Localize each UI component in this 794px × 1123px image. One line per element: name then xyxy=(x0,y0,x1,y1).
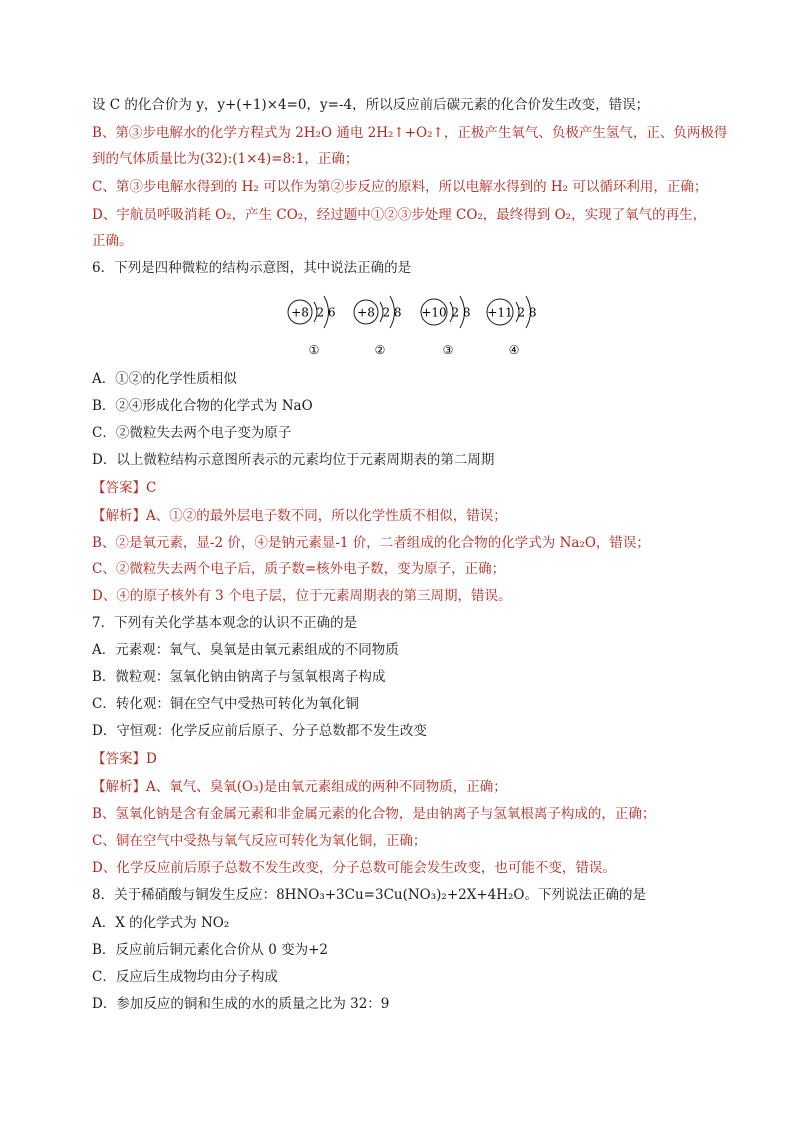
atom-2-shells: 2 8 xyxy=(382,305,402,320)
q6-option-b: B．②④形成化合物的化学式为 NaO xyxy=(92,398,313,414)
q6-analysis-d: D、④的原子核外有 3 个电子层，位于元素周期表的第三周期，错误。 xyxy=(92,588,512,604)
q7-analysis-a: 【解析】A、氧气、臭氧(O₃)是由氧元素组成的两种不同物质，正确； xyxy=(92,779,507,795)
prev-analysis-line: 设 C 的化合价为 y，y+(+1)×4=0，y=-4，所以反应前后碳元素的化合价发生改变，错误； xyxy=(92,97,650,113)
prev-analysis-c-line: C、第③步电解水得到的 H₂ 可以作为第②步反应的原料，所以电解水得到的 H₂ 可以循环利用，正确； xyxy=(92,179,708,195)
atom-4-nucleus: +11 xyxy=(487,305,513,320)
q6-option-a: A．①②的化学性质相似 xyxy=(92,371,237,387)
atom-4-label: ④ xyxy=(508,343,520,357)
q6-analysis-b: B、②是氧元素，显-2 价，④是钠元素显-1 价，二者组成的化合物的化学式为 Na₂O，错误； xyxy=(92,535,650,551)
prev-analysis-b-line2: 到的气体质量比为(32):(1×4)=8:1，正确； xyxy=(92,151,359,167)
q8-option-a: A．X 的化学式为 NO₂ xyxy=(92,915,230,931)
atom-1-label: ① xyxy=(308,343,320,357)
atom-3-label: ③ xyxy=(442,343,454,357)
atom-diagram-1 xyxy=(288,296,336,357)
q7-stem: 7．下列有关化学基本观念的认识不正确的是 xyxy=(92,615,358,631)
q7-answer: 【答案】D xyxy=(92,751,157,767)
q6-option-c: C．②微粒失去两个电子变为原子 xyxy=(92,425,292,441)
atom-2-nucleus: +8 xyxy=(357,305,375,320)
q6-answer: 【答案】C xyxy=(92,480,157,496)
q8-stem: 8．关于稀硝酸与铜发生反应：8HNO₃+3Cu=3Cu(NO₃)₂+2X+4H₂O。下列说法正确的是 xyxy=(92,887,646,903)
q7-analysis-b: B、氢氧化钠是含有金属元素和非金属元素的化合物，是由钠离子与氢氧根离子构成的，正确； xyxy=(92,806,656,822)
atom-diagram-2 xyxy=(354,296,402,357)
q6-option-d: D．以上微粒结构示意图所表示的元素均位于元素周期表的第二周期 xyxy=(92,452,495,468)
q8-option-d: D．参加反应的铜和生成的水的质量之比为 32：9 xyxy=(92,996,390,1012)
atom-4-shells: 2 8 xyxy=(517,305,537,320)
atom-diagram-3 xyxy=(421,296,471,357)
atom-3-nucleus: +10 xyxy=(421,305,447,320)
q8-option-c: C．反应后生成物均由分子构成 xyxy=(92,969,278,985)
q7-option-d: D．守恒观：化学反应前后原子、分子总数都不发生改变 xyxy=(92,723,427,739)
prev-analysis-b-line1: B、第③步电解水的化学方程式为 2H₂O 通电 2H₂↑+O₂↑，正极产生氧气、负极产生氢气，正、负两极得 xyxy=(92,125,728,141)
prev-analysis-d-line1: D、宇航员呼吸消耗 O₂，产生 CO₂，经过题中①②③步处理 CO₂，最终得到 O₂，实现了氧气的再生， xyxy=(92,207,707,223)
q7-analysis-c: C、铜在空气中受热与氧气反应可转化为氧化铜，正确； xyxy=(92,833,427,849)
atomic-structure-diagrams xyxy=(278,282,558,362)
q6-stem: 6．下列是四种微粒的结构示意图，其中说法正确的是 xyxy=(92,260,412,276)
atom-3-shells: 2 8 xyxy=(451,305,471,320)
q8-option-b: B．反应前后铜元素化合价从 0 变为+2 xyxy=(92,942,328,958)
atom-1-nucleus: +8 xyxy=(291,305,309,320)
atom-1-shells: 2 6 xyxy=(316,305,336,320)
q7-option-a: A．元素观：氧气、臭氧是由氧元素组成的不同物质 xyxy=(92,642,399,658)
prev-analysis-d-line2: 正确。 xyxy=(92,233,133,249)
q7-option-c: C．转化观：铜在空气中受热可转化为氧化铜 xyxy=(92,696,359,712)
q7-option-b: B．微粒观：氢氧化钠由钠离子与氢氧根离子构成 xyxy=(92,669,386,685)
q6-analysis-c: C、②微粒失去两个电子后，质子数=核外电子数，变为原子，正确； xyxy=(92,561,506,577)
q6-analysis-a: 【解析】A、①②的最外层电子数不同，所以化学性质不相似，错误； xyxy=(92,508,507,524)
q7-analysis-d: D、化学反应前后原子总数不发生改变，分子总数可能会发生改变，也可能不变，错误。 xyxy=(92,860,616,876)
atom-diagram-4 xyxy=(487,296,537,357)
atom-2-label: ② xyxy=(374,343,386,357)
